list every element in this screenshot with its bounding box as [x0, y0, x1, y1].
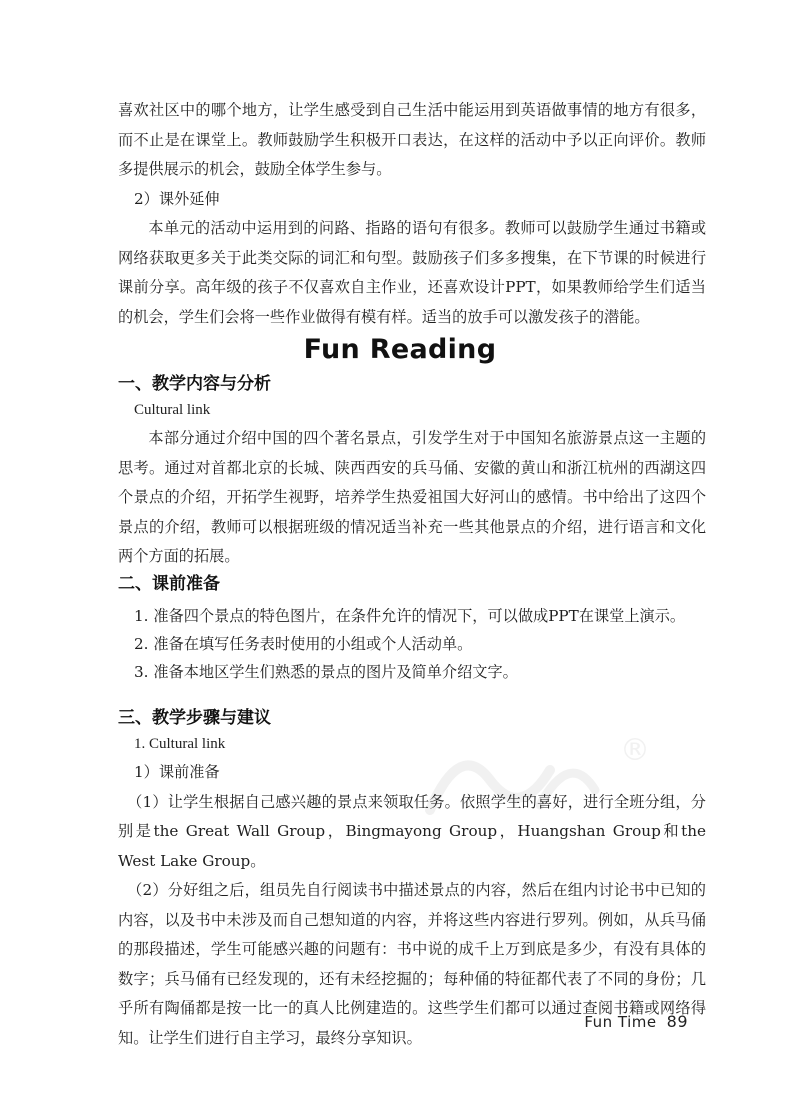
registered-mark: ® [620, 733, 650, 768]
intro-paragraph-2: 本单元的活动中运用到的问路、指路的语句有很多。教师可以鼓励学生通过书籍或网络获取更多关于此类交际的词汇和句型。鼓励孩子们多多搜集，在下节课的时候进行课前分享。高年级的孩子不仅喜欢自主作业，还喜欢设计PPT，如果教师给学生们适当的机会，学生们会将一些作业做得有模有样。适当的放手可以激发孩子的潜能。 [118, 219, 706, 326]
section-3-para-2: （2）分好组之后，组员先自行阅读书中描述景点的内容，然后在组内讨论书中已知的内容，以及书中未涉及而自己想知道的内容，并将这些内容进行罗列。例如，从兵马俑的那段描述，学生可能感兴趣的问题有：书中说的成千上万到底是多少，有没有具体的数字；兵马俑有已经发现的，还有未经挖掘的；每种俑的特征都代表了不同的身份；几乎所有陶俑都是按一比一的真人比例建造的。这些学生们都可以通过查阅书籍或网络得知。让学生们进行自主学习，最终分享知识。 [118, 881, 706, 1047]
section-content-analysis [118, 372, 706, 572]
section-3-para-1: （1）让学生根据自己感兴趣的景点来领取任务。依照学生的喜好，进行全班分组，分别是the Great Wall Group，Bingmayong Group，Huangshan Group和the West Lake Group。 [118, 792, 706, 870]
page-title: Fun Reading [303, 334, 497, 365]
prep-item-1: 1. 准备四个景点的特色图片，在条件允许的情况下，可以做成PPT在课堂上演示。 [134, 607, 686, 625]
intro-section [118, 96, 706, 332]
section-1-heading: 一、教学内容与分析 [118, 374, 271, 394]
footer-label: Fun Time [584, 1013, 657, 1031]
section-teaching-steps [118, 706, 706, 1053]
page-number: 89 [666, 1012, 688, 1031]
section-3-subheading: 1）课前准备 [134, 763, 220, 781]
section-2-heading: 二、课前准备 [118, 574, 220, 594]
section-1-label: Cultural link [134, 402, 211, 418]
intro-subheading: 2）课外延伸 [134, 189, 220, 208]
section-3-label: 1. Cultural link [134, 736, 226, 752]
intro-paragraph: 喜欢社区中的哪个地方，让学生感受到自己生活中能运用到英语做事情的地方有很多，而不止是在课堂上。教师鼓励学生积极开口表达，在这样的活动中予以正向评价。教师多提供展示的机会，鼓励全体学生参与。 [118, 101, 706, 178]
section-preparation [118, 572, 706, 686]
section-1-paragraph: 本部分通过介绍中国的四个著名景点，引发学生对于中国知名旅游景点这一主题的思考。通过对首都北京的长城、陕西西安的兵马俑、安徽的黄山和浙江杭州的西湖这四个景点的介绍，开拓学生视野，培养学生热爱祖国大好河山的感情。书中给出了这四个景点的介绍，教师可以根据班级的情况适当补充一些其他景点的介绍，进行语言和文化两个方面的拓展。 [118, 429, 706, 565]
prep-item-2: 2. 准备在填写任务表时使用的小组或个人活动单。 [134, 635, 473, 653]
page-footer [584, 1012, 688, 1031]
section-3-heading: 三、教学步骤与建议 [118, 708, 271, 728]
prep-item-3: 3. 准备本地区学生们熟悉的景点的图片及简单介绍文字。 [134, 663, 518, 681]
